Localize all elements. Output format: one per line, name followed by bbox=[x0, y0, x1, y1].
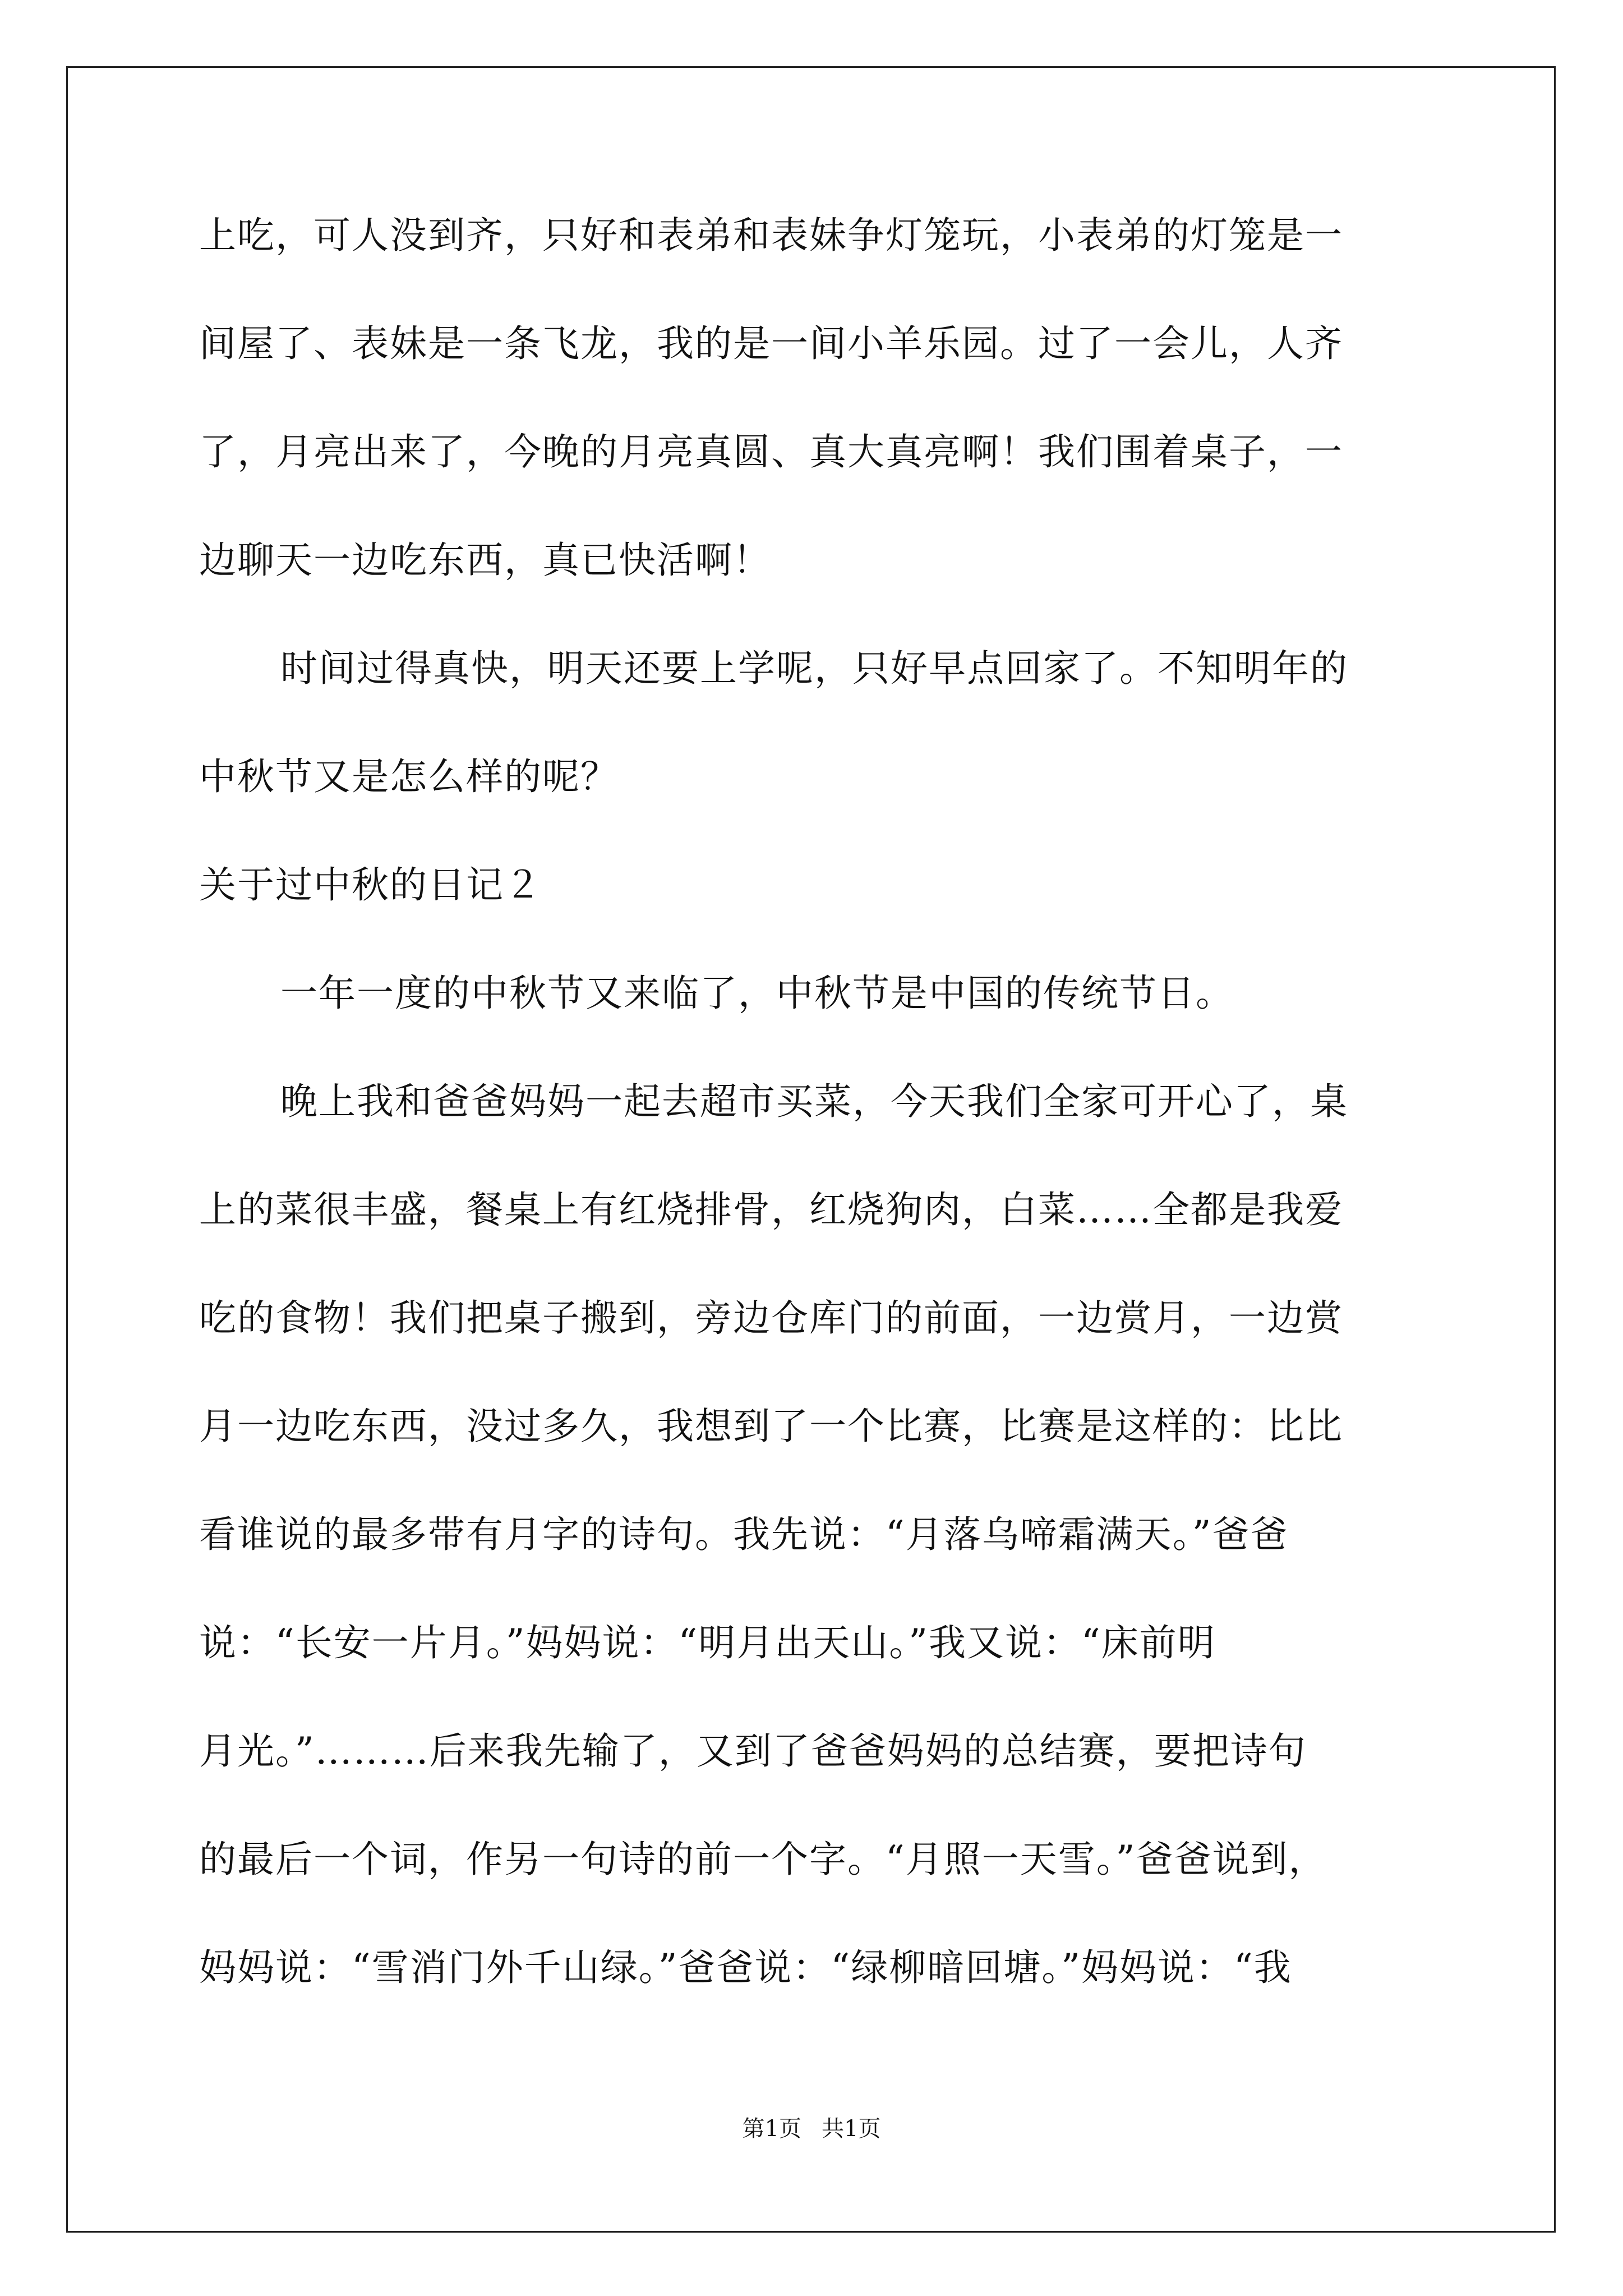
text-line: 边聊天一边吃东西，真已快活啊！ bbox=[199, 539, 771, 582]
text-line: 说：“长安一片月。”妈妈说：“明月出天山。”我又说：“床前明 bbox=[199, 1621, 1216, 1664]
text-line: 上吃，可人没到齐，只好和表弟和表妹争灯笼玩，小表弟的灯笼是一 bbox=[199, 214, 1343, 257]
text-line: 时间过得真快，明天还要上学呢，只好早点回家了。不知明年的 bbox=[280, 647, 1348, 690]
text-line: 吃的食物！我们把桌子搬到，旁边仓库门的前面，一边赏月，一边赏 bbox=[199, 1296, 1343, 1340]
page-footer bbox=[0, 2115, 1623, 2143]
text-line: 间屋了、表妹是一条飞龙，我的是一间小羊乐园。过了一会儿，人齐 bbox=[199, 322, 1343, 365]
text-line: 月一边吃东西，没过多久，我想到了一个比赛，比赛是这样的：比比 bbox=[199, 1405, 1343, 1448]
page-number: 第1页 bbox=[742, 2116, 801, 2142]
text-line: 上的菜很丰盛，餐桌上有红烧排骨，红烧狗肉，白菜……全都是我爱 bbox=[199, 1188, 1343, 1231]
text-line: 妈妈说：“雪消门外千山绿。”爸爸说：“绿柳暗回塘。”妈妈说：“我 bbox=[199, 1946, 1292, 1989]
page-total: 共1页 bbox=[822, 2116, 881, 2142]
text-line: 月光。”………后来我先输了，又到了爸爸妈妈的总结赛，要把诗句 bbox=[199, 1729, 1307, 1773]
text-line: 了，月亮出来了，今晚的月亮真圆、真大真亮啊！我们围着桌子，一 bbox=[199, 430, 1343, 473]
page-border bbox=[66, 66, 1556, 2233]
text-line: 中秋节又是怎么样的呢？ bbox=[199, 755, 619, 798]
text-line: 看谁说的最多带有月字的诗句。我先说：“月落乌啼霜满天。”爸爸 bbox=[199, 1513, 1289, 1556]
text-line: 晚上我和爸爸妈妈一起去超市买菜，今天我们全家可开心了，桌 bbox=[280, 1080, 1348, 1123]
text-line: 一年一度的中秋节又来临了，中秋节是中国的传统节日。 bbox=[280, 972, 1234, 1015]
section-heading: 关于过中秋的日记２ bbox=[199, 863, 542, 907]
text-line: 的最后一个词，作另一句诗的前一个字。“月照一天雪。”爸爸说到， bbox=[199, 1838, 1327, 1881]
